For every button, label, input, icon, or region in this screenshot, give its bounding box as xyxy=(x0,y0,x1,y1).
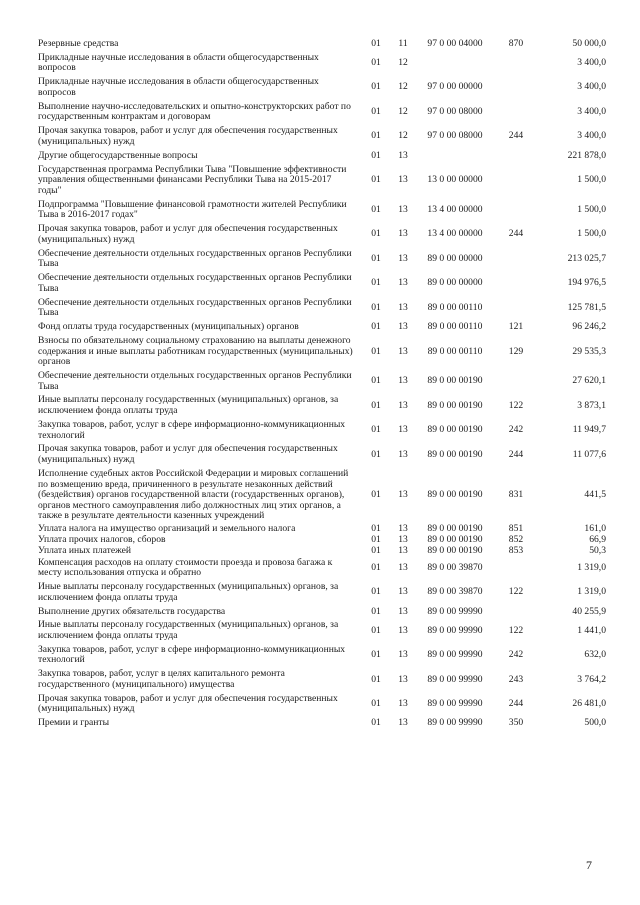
table-row xyxy=(38,644,606,668)
section-code-cell: 01 xyxy=(371,81,381,93)
table-row xyxy=(38,199,606,223)
table-row xyxy=(38,620,606,644)
expense-name-cell: Прочая закупка товаров, работ и услуг для обеспечения государственных (муниципальных) нужд xyxy=(38,125,338,147)
section-code-cell: 01 xyxy=(371,717,381,729)
subsection-code-cell: 13 xyxy=(398,544,408,556)
subsection-code-cell: 12 xyxy=(398,81,408,93)
subsection-code-cell: 13 xyxy=(398,277,408,289)
section-code-cell: 01 xyxy=(371,301,381,313)
subsection-code-cell: 13 xyxy=(398,649,408,661)
target-item-code-cell: 89 0 00 00190 xyxy=(427,489,483,501)
amount-cell: 27 620,1 xyxy=(572,375,606,387)
target-item-code-cell: 89 0 00 00000 xyxy=(427,252,483,264)
expense-type-code-cell xyxy=(494,606,538,620)
expense-type-code-cell: 122 xyxy=(508,586,524,598)
target-item-code-cell: 89 0 00 00190 xyxy=(427,534,483,546)
amount-cell: 26 481,0 xyxy=(572,698,606,710)
target-item-code-cell: 89 0 00 99990 xyxy=(427,624,483,636)
expense-type-code-cell xyxy=(494,199,538,223)
section-code-cell: 01 xyxy=(371,523,381,535)
subsection-code-cell: 13 xyxy=(398,399,408,411)
subsection-code-cell: 13 xyxy=(398,673,408,685)
expense-type-code-cell xyxy=(494,164,538,199)
section-code-cell: 01 xyxy=(371,203,381,215)
expense-name-cell: Обеспечение деятельности отдельных государственных органов Республики Тыва xyxy=(38,247,352,270)
target-item-code-cell: 89 0 00 39870 xyxy=(427,586,483,598)
section-code-cell: 01 xyxy=(371,228,381,240)
section-code-cell: 01 xyxy=(371,624,381,636)
table-row xyxy=(38,321,606,335)
section-code-cell: 01 xyxy=(371,130,381,142)
section-code-cell: 01 xyxy=(371,586,381,598)
table-row xyxy=(38,150,606,164)
expense-name-cell: Закупка товаров, работ, услуг в сфере информационно-коммуникационных технологий xyxy=(38,643,346,666)
amount-cell: 1 319,0 xyxy=(577,586,606,598)
section-code-cell: 01 xyxy=(371,698,381,710)
table-row xyxy=(38,52,606,76)
section-code-cell: 01 xyxy=(371,448,381,460)
amount-cell: 1 500,0 xyxy=(577,228,606,240)
amount-cell: 1 500,0 xyxy=(577,174,606,186)
subsection-code-cell: 13 xyxy=(398,301,408,313)
subsection-code-cell: 13 xyxy=(398,605,408,617)
subsection-code-cell: 13 xyxy=(398,228,408,240)
subsection-code-cell: 12 xyxy=(398,56,408,68)
table-row xyxy=(38,718,606,732)
expense-name-cell: Подпрограмма "Повышение финансовой грамотности жителей Республики Тыва в 2016-2017 годах" xyxy=(38,198,347,221)
section-code-cell: 01 xyxy=(371,375,381,387)
table-row xyxy=(38,125,606,149)
subsection-code-cell: 13 xyxy=(398,149,408,161)
target-item-code-cell: 97 0 00 08000 xyxy=(427,105,483,117)
subsection-code-cell: 13 xyxy=(398,424,408,436)
amount-cell: 500,0 xyxy=(584,717,606,729)
expense-name-cell: Иные выплаты персоналу государственных (муниципальных) органов, за исключением фонда оплаты труда xyxy=(38,581,339,603)
section-code-cell: 01 xyxy=(371,489,381,501)
subsection-code-cell: 13 xyxy=(398,321,408,333)
subsection-code-cell: 13 xyxy=(398,624,408,636)
budget-table xyxy=(38,38,606,731)
section-code-cell: 01 xyxy=(371,424,381,436)
expense-type-code-cell: 243 xyxy=(508,673,524,685)
target-item-code-cell: 97 0 00 08000 xyxy=(427,130,483,142)
expense-type-code-cell: 852 xyxy=(508,534,524,546)
expense-name-cell: Исполнение судебных актов Российской Федерации и мировых соглашений по возмещению вреда, причиненного в результате незаконных действий (бездействия) органов государственной власти (государственных органов), органов местного самоуправления либо должностных лиц этих органов, а также в результате деятельности казенных учреждений xyxy=(38,467,349,522)
amount-cell: 213 025,7 xyxy=(567,252,606,264)
table-row xyxy=(38,581,606,605)
subsection-code-cell: 13 xyxy=(398,698,408,710)
target-item-code-cell: 89 0 00 99990 xyxy=(427,698,483,710)
target-item-code-cell: 89 0 00 99990 xyxy=(427,649,483,661)
target-item-code-cell xyxy=(416,52,494,76)
expense-name-cell: Уплата иных платежей xyxy=(38,544,132,556)
target-item-code-cell: 89 0 00 00110 xyxy=(427,321,483,333)
expense-name-cell: Резервные средства xyxy=(38,37,119,49)
subsection-code-cell: 13 xyxy=(398,252,408,264)
expense-name-cell: Прикладные научные исследования в области общегосударственных вопросов xyxy=(38,76,319,98)
table-row xyxy=(38,223,606,247)
amount-cell: 221 878,0 xyxy=(567,149,606,161)
expense-name-cell: Иные выплаты персоналу государственных (муниципальных) органов, за исключением фонда оплаты труда xyxy=(38,619,339,641)
section-code-cell: 01 xyxy=(371,649,381,661)
expense-type-code-cell: 350 xyxy=(508,717,524,729)
expense-type-code-cell: 122 xyxy=(508,399,524,411)
expense-type-code-cell xyxy=(494,101,538,125)
table-row xyxy=(38,444,606,468)
budget-table-body xyxy=(38,38,606,731)
amount-cell: 50 000,0 xyxy=(572,37,606,49)
expense-name-cell: Выполнение научно-исследовательских и опытно-конструкторских работ по государственным контрактам и договорам xyxy=(38,100,351,123)
target-item-code-cell: 89 0 00 00190 xyxy=(427,399,483,411)
section-code-cell: 01 xyxy=(371,252,381,264)
amount-cell: 3 873,1 xyxy=(577,399,606,411)
amount-cell: 11 949,7 xyxy=(572,424,606,436)
target-item-code-cell: 89 0 00 00190 xyxy=(427,375,483,387)
target-item-code-cell: 89 0 00 39870 xyxy=(427,561,483,573)
target-item-code-cell: 89 0 00 00190 xyxy=(427,544,483,556)
section-code-cell: 01 xyxy=(371,56,381,68)
section-code-cell: 01 xyxy=(371,321,381,333)
expense-name-cell: Иные выплаты персоналу государственных (муниципальных) органов, за исключением фонда оплаты труда xyxy=(38,394,339,417)
target-item-code-cell: 89 0 00 00190 xyxy=(427,448,483,460)
subsection-code-cell: 13 xyxy=(398,561,408,573)
expense-type-code-cell: 831 xyxy=(508,489,524,501)
expense-type-code-cell: 870 xyxy=(508,37,524,49)
expense-name-cell: Закупка товаров, работ, услуг в сфере информационно-коммуникационных технологий xyxy=(38,418,346,441)
table-row xyxy=(38,370,606,394)
target-item-code-cell: 89 0 00 00190 xyxy=(427,523,483,535)
expense-type-code-cell: 244 xyxy=(508,448,524,460)
target-item-code-cell: 89 0 00 99990 xyxy=(427,605,483,617)
expense-name-cell: Взносы по обязательному социальному страхованию на выплаты денежного содержания и иные выплаты работникам государственных (муниципальных) органов xyxy=(38,334,353,368)
target-item-code-cell: 89 0 00 99990 xyxy=(427,673,483,685)
section-code-cell: 01 xyxy=(371,174,381,186)
subsection-code-cell: 13 xyxy=(398,489,408,501)
table-row xyxy=(38,38,606,52)
section-code-cell: 01 xyxy=(371,544,381,556)
target-item-code-cell: 13 0 00 00000 xyxy=(427,174,483,186)
subsection-code-cell: 12 xyxy=(398,105,408,117)
section-code-cell: 01 xyxy=(371,277,381,289)
amount-cell: 50,3 xyxy=(589,544,606,556)
amount-cell: 3 400,0 xyxy=(577,81,606,93)
expense-type-code-cell: 244 xyxy=(508,698,524,710)
subsection-code-cell: 13 xyxy=(398,174,408,186)
section-code-cell: 01 xyxy=(371,534,381,546)
expense-name-cell: Компенсация расходов на оплату стоимости проезда и провоза багажа к месту использования отпуска и обратно xyxy=(38,556,333,579)
expense-type-code-cell xyxy=(494,248,538,272)
table-row xyxy=(38,101,606,125)
table-row xyxy=(38,546,606,557)
subsection-code-cell: 13 xyxy=(398,448,408,460)
section-code-cell: 01 xyxy=(371,37,381,49)
expense-name-cell: Обеспечение деятельности отдельных государственных органов Республики Тыва xyxy=(38,296,352,319)
target-item-code-cell: 89 0 00 00110 xyxy=(427,345,483,357)
section-code-cell: 01 xyxy=(371,673,381,685)
expense-type-code-cell: 244 xyxy=(508,130,524,142)
expense-name-cell: Прочая закупка товаров, работ и услуг для обеспечения государственных (муниципальных) нужд xyxy=(38,223,338,245)
expense-name-cell: Прочая закупка товаров, работ и услуг для обеспечения государственных (муниципальных) нужд xyxy=(38,692,338,715)
amount-cell: 3 400,0 xyxy=(577,105,606,117)
section-code-cell: 01 xyxy=(371,399,381,411)
subsection-code-cell: 13 xyxy=(398,203,408,215)
amount-cell: 3 400,0 xyxy=(577,56,606,68)
amount-cell: 29 535,3 xyxy=(572,345,606,357)
target-item-code-cell: 97 0 00 04000 xyxy=(427,37,483,49)
target-item-code-cell: 89 0 00 00000 xyxy=(427,277,483,289)
amount-cell: 66,9 xyxy=(589,534,606,546)
subsection-code-cell: 11 xyxy=(398,37,408,49)
subsection-code-cell: 13 xyxy=(398,534,408,546)
subsection-code-cell: 13 xyxy=(398,523,408,535)
expense-type-code-cell: 242 xyxy=(508,424,524,436)
section-code-cell: 01 xyxy=(371,149,381,161)
target-item-code-cell: 89 0 00 99990 xyxy=(427,717,483,729)
expense-type-code-cell: 129 xyxy=(508,345,524,357)
expense-name-cell: Прикладные научные исследования в области общегосударственных вопросов xyxy=(38,51,319,74)
section-code-cell: 01 xyxy=(371,561,381,573)
amount-cell: 1 319,0 xyxy=(577,561,606,573)
expense-name-cell: Уплата налога на имущество организаций и земельного налога xyxy=(38,523,296,535)
table-row xyxy=(38,669,606,693)
expense-type-code-cell: 853 xyxy=(508,544,524,556)
expense-type-code-cell: 122 xyxy=(508,624,524,636)
expense-name-cell: Обеспечение деятельности отдельных государственных органов Республики Тыва xyxy=(38,272,352,294)
table-row xyxy=(38,76,606,100)
amount-cell: 11 077,6 xyxy=(572,448,606,460)
table-row xyxy=(38,693,606,717)
expense-name-cell: Уплата прочих налогов, сборов xyxy=(38,534,166,546)
subsection-code-cell: 13 xyxy=(398,345,408,357)
expense-type-code-cell: 121 xyxy=(508,321,524,333)
expense-type-code-cell: 244 xyxy=(508,228,524,240)
amount-cell: 40 255,9 xyxy=(572,605,606,617)
expense-name-cell: Фонд оплаты труда государственных (муниципальных) органов xyxy=(38,321,299,333)
section-code-cell: 01 xyxy=(371,105,381,117)
expense-name-cell: Прочая закупка товаров, работ и услуг для обеспечения государственных (муниципальных) нужд xyxy=(38,443,338,466)
expense-type-code-cell xyxy=(494,272,538,296)
target-item-code-cell xyxy=(416,150,494,164)
table-row xyxy=(38,164,606,199)
table-row xyxy=(38,468,606,524)
expense-name-cell: Закупка товаров, работ, услуг в целях капитального ремонта государственного (муниципального) имущества xyxy=(38,668,285,690)
table-row xyxy=(38,272,606,296)
expense-name-cell: Обеспечение деятельности отдельных государственных органов Республики Тыва xyxy=(38,369,352,392)
target-item-code-cell: 13 4 00 00000 xyxy=(427,228,483,240)
subsection-code-cell: 12 xyxy=(398,130,408,142)
target-item-code-cell: 89 0 00 00110 xyxy=(427,301,483,313)
expense-name-cell: Выполнение других обязательств государства xyxy=(38,605,226,617)
table-row xyxy=(38,419,606,443)
table-row xyxy=(38,248,606,272)
amount-cell: 1 500,0 xyxy=(577,203,606,215)
table-row xyxy=(38,335,606,370)
expense-type-code-cell xyxy=(494,52,538,76)
section-code-cell: 01 xyxy=(371,345,381,357)
expense-name-cell: Государственная программа Республики Тыва "Повышение эффективности управления общественными финансами Республики Тыва на 2015-2017 годы" xyxy=(38,163,347,196)
amount-cell: 3 764,2 xyxy=(577,673,606,685)
amount-cell: 632,0 xyxy=(584,649,606,661)
target-item-code-cell: 13 4 00 00000 xyxy=(427,203,483,215)
expense-type-code-cell xyxy=(494,370,538,394)
amount-cell: 96 246,2 xyxy=(572,321,606,333)
table-row xyxy=(38,395,606,419)
expense-name-cell: Премии и гранты xyxy=(38,717,110,729)
expense-type-code-cell xyxy=(494,557,538,581)
amount-cell: 161,0 xyxy=(584,523,606,535)
subsection-code-cell: 13 xyxy=(398,717,408,729)
amount-cell: 3 400,0 xyxy=(577,130,606,142)
expense-name-cell: Другие общегосударственные вопросы xyxy=(38,149,198,161)
target-item-code-cell: 97 0 00 00000 xyxy=(427,81,483,93)
expense-type-code-cell xyxy=(494,297,538,321)
expense-type-code-cell: 851 xyxy=(508,523,524,535)
section-code-cell: 01 xyxy=(371,605,381,617)
subsection-code-cell: 13 xyxy=(398,375,408,387)
amount-cell: 125 781,5 xyxy=(567,301,606,313)
expense-type-code-cell: 242 xyxy=(508,649,524,661)
table-row xyxy=(38,557,606,581)
table-row xyxy=(38,606,606,620)
subsection-code-cell: 13 xyxy=(398,586,408,598)
table-row xyxy=(38,297,606,321)
expense-type-code-cell xyxy=(494,150,538,164)
target-item-code-cell: 89 0 00 00190 xyxy=(427,424,483,436)
amount-cell: 441,5 xyxy=(584,489,606,501)
page-number: 7 xyxy=(586,858,592,872)
expense-type-code-cell xyxy=(494,76,538,100)
amount-cell: 194 976,5 xyxy=(567,277,606,289)
amount-cell: 1 441,0 xyxy=(577,624,606,636)
